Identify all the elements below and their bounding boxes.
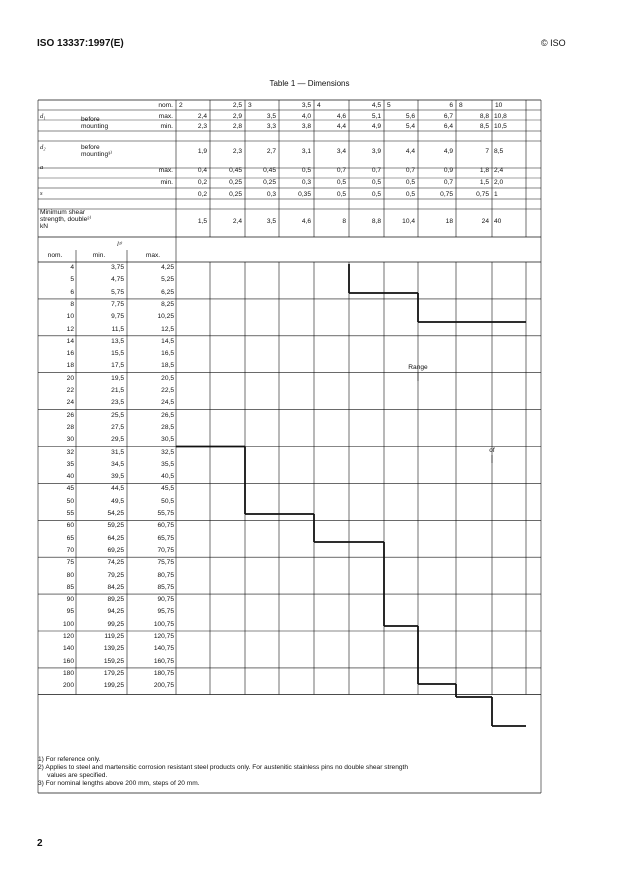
d1-min: 6,4 <box>443 123 453 130</box>
length-nominal: 24 <box>66 399 74 407</box>
length-nominal: 65 <box>66 534 74 542</box>
nom-label: nom. <box>158 102 173 109</box>
d2-value: 2,3 <box>232 148 242 155</box>
length-nominal: 100 <box>62 620 74 628</box>
a-max: 1,8 <box>479 167 489 174</box>
length-nominal: 140 <box>62 645 74 653</box>
a-min: 0,3 <box>301 179 311 186</box>
length-min: 5,75 <box>111 288 124 296</box>
d1-max: 4,0 <box>301 113 311 120</box>
d1-max: 5,1 <box>371 113 381 120</box>
length-max: 60,75 <box>157 522 174 530</box>
a-min: 2,0 <box>494 179 504 186</box>
d2-symbol: d₂ <box>40 144 46 151</box>
length-max: 14,5 <box>161 337 174 345</box>
length-max: 4,25 <box>161 264 174 271</box>
length-max: 30,5 <box>161 436 174 444</box>
nominal-diameter: 4 <box>317 102 321 109</box>
length-max: 26,5 <box>161 411 174 419</box>
length-min: 84,25 <box>107 583 124 591</box>
a-max: 0,7 <box>371 167 381 174</box>
length-min: 13,5 <box>111 337 124 345</box>
length-min: 25,5 <box>111 411 124 419</box>
a-max: 0,45 <box>229 167 242 174</box>
d2-value: 7 <box>485 148 489 155</box>
length-max: 28,5 <box>161 423 174 431</box>
nominal-diameter: 2 <box>179 102 183 109</box>
d1-min: 4,4 <box>336 123 346 130</box>
standard-number: ISO 13337:1997(E) <box>37 38 124 49</box>
length-nominal: 32 <box>66 448 74 456</box>
nominal-diameter: 8 <box>459 102 463 109</box>
shear-value: 8 <box>342 218 346 225</box>
length-min: 139,25 <box>103 645 124 653</box>
length-nominal: 5 <box>70 276 74 284</box>
length-max: 6,25 <box>161 288 174 296</box>
length-max: 10,25 <box>157 313 174 321</box>
length-min: 89,25 <box>107 596 124 604</box>
length-max: 45,5 <box>161 485 174 493</box>
length-min: 44,5 <box>111 485 124 493</box>
length-min: 94,25 <box>107 608 124 616</box>
length-min: 9,75 <box>111 313 124 321</box>
length-min: 27,5 <box>111 423 124 431</box>
a-min: 1,5 <box>479 179 489 186</box>
d1-max: 4,6 <box>336 113 346 120</box>
length-max: 55,75 <box>157 510 174 517</box>
length-min: 49,5 <box>111 497 124 505</box>
length-max: 50,5 <box>161 497 174 505</box>
length-max: 12,5 <box>161 325 174 333</box>
length-nominal: 28 <box>66 423 74 431</box>
length-nominal: 18 <box>66 362 74 370</box>
length-min: 3,75 <box>111 264 124 271</box>
max-label: max. <box>158 113 173 120</box>
d1-max: 10,8 <box>494 113 507 120</box>
length-nominal: 50 <box>66 497 74 505</box>
length-min: 179,25 <box>103 669 124 677</box>
length-min: 11,5 <box>111 325 124 333</box>
a-min: 0,2 <box>197 179 207 186</box>
length-max: 75,75 <box>157 559 174 567</box>
d1-max: 2,4 <box>197 113 207 120</box>
length-max: 90,75 <box>157 596 174 604</box>
d1-max: 8,8 <box>479 113 489 120</box>
length-nominal: 80 <box>66 571 74 579</box>
s-value: 0,25 <box>229 191 242 198</box>
length-nominal: 200 <box>62 682 74 690</box>
length-max: 120,75 <box>153 633 174 640</box>
d1-max: 5,6 <box>405 113 415 120</box>
d1-min: 2,8 <box>232 123 242 130</box>
shear-value: 1,5 <box>197 218 207 225</box>
a-max: 0,9 <box>443 167 453 174</box>
d1-min: 5,4 <box>405 123 415 130</box>
length-max: 140,75 <box>153 645 174 653</box>
length-nominal: 160 <box>62 657 74 665</box>
a-max: 0,7 <box>405 167 415 174</box>
length-nominal: 30 <box>66 436 74 444</box>
length-min: 7,75 <box>111 300 124 308</box>
nominal-diameter: 3,5 <box>301 102 311 109</box>
footnote-3: 3) For nominal lengths above 200 mm, steps of 20 mm. <box>38 780 200 787</box>
a-max: 2,4 <box>494 167 504 174</box>
d1-min: 10,5 <box>494 123 507 130</box>
length-min: 23,5 <box>111 399 124 407</box>
length-max: 180,75 <box>153 669 174 677</box>
length-nominal: 8 <box>70 300 74 308</box>
nominal-diameter: 4,5 <box>371 102 381 109</box>
length-max: 20,5 <box>161 374 174 382</box>
length-nominal: 35 <box>66 460 74 468</box>
nominal-diameter: 3 <box>248 102 252 109</box>
a-max: 0,4 <box>197 167 207 174</box>
a-max: 0,5 <box>301 167 311 174</box>
length-nominal: 120 <box>62 633 74 640</box>
shear-value: 2,4 <box>232 218 242 225</box>
page-number: 2 <box>37 838 43 849</box>
s-value: 0,3 <box>266 191 276 198</box>
a-min: 0,7 <box>443 179 453 186</box>
max-label: max. <box>158 167 173 174</box>
d2-value: 1,9 <box>197 148 207 155</box>
length-max: 80,75 <box>157 571 174 579</box>
length-max-label: max. <box>145 252 161 259</box>
length-nominal: 40 <box>66 473 74 481</box>
length-max: 5,25 <box>161 276 174 284</box>
shear-value: 8,8 <box>371 218 381 225</box>
length-min: 159,25 <box>103 657 124 665</box>
length-min: 31,5 <box>111 448 124 456</box>
length-max: 24,5 <box>161 399 174 407</box>
length-min-label: min. <box>92 252 106 259</box>
d1-label: before mounting <box>81 116 109 130</box>
d1-symbol: d₁ <box>40 113 46 120</box>
length-nominal: 180 <box>62 669 74 677</box>
d2-value: 3,9 <box>371 148 381 155</box>
d2-value: 3,1 <box>301 148 311 155</box>
length-min: 21,5 <box>111 387 124 394</box>
s-symbol: s <box>40 190 43 197</box>
length-nominal: 95 <box>66 608 74 616</box>
s-value: 0,75 <box>440 191 453 198</box>
length-nominal: 20 <box>66 374 74 382</box>
length-max: 40,5 <box>161 473 174 481</box>
length-max: 16,5 <box>161 350 174 358</box>
min-label: min. <box>160 123 173 130</box>
d2-value: 4,4 <box>405 148 415 155</box>
a-symbol: a <box>40 164 44 171</box>
length-min: 59,25 <box>107 522 124 530</box>
length-min: 64,25 <box>107 534 124 542</box>
d2-value: 2,7 <box>266 148 276 155</box>
length-nominal: 4 <box>70 264 74 271</box>
length-max: 35,5 <box>161 460 174 468</box>
length-nominal: 75 <box>66 559 74 567</box>
length-min: 39,5 <box>111 473 124 481</box>
length-nominal: 14 <box>66 337 74 345</box>
s-value: 0,75 <box>476 191 489 198</box>
a-min: 0,5 <box>336 179 346 186</box>
d1-min: 8,5 <box>479 123 489 130</box>
d2-value: 4,9 <box>443 148 453 155</box>
shear-value: 10,4 <box>402 218 415 225</box>
length-nominal: 22 <box>66 387 74 394</box>
a-min: 0,25 <box>229 179 242 186</box>
length-max: 160,75 <box>153 657 174 665</box>
d2-value: 3,4 <box>336 148 346 155</box>
d1-min: 3,3 <box>266 123 276 130</box>
a-min: 0,5 <box>371 179 381 186</box>
shear-value: 24 <box>481 218 489 225</box>
a-min: 0,5 <box>405 179 415 186</box>
length-max: 18,5 <box>161 362 174 370</box>
nominal-diameter: 6 <box>449 102 453 109</box>
length-min: 15,5 <box>111 350 124 358</box>
d1-min: 4,9 <box>371 123 381 130</box>
footnote-1: 1) For reference only. <box>38 756 101 763</box>
s-value: 0,2 <box>197 191 207 198</box>
length-nominal: 70 <box>66 546 74 554</box>
nominal-diameter: 5 <box>387 102 391 109</box>
length-min: 74,25 <box>107 559 124 567</box>
length-min: 17,5 <box>111 362 124 370</box>
s-value: 0,5 <box>405 191 415 198</box>
length-min: 99,25 <box>107 620 124 628</box>
d1-min: 2,3 <box>197 123 207 130</box>
footnote-2: 2) Applies to steel and martensitic corrosion resistant steel products only. For austenitic stainless pins no double shear strength <box>38 764 409 771</box>
min-label: min. <box>160 179 173 186</box>
length-min: 79,25 <box>107 571 124 579</box>
s-value: 0,5 <box>371 191 381 198</box>
nominal-diameter: 10 <box>495 102 503 109</box>
length-nominal: 45 <box>66 485 74 493</box>
length-nominal: 90 <box>66 596 74 604</box>
length-min: 119,25 <box>104 633 124 640</box>
length-nominal: 10 <box>66 313 74 321</box>
d1-max: 3,5 <box>266 113 276 120</box>
length-min: 34,5 <box>111 460 124 468</box>
length-nominal: 60 <box>66 522 74 530</box>
shear-value: 4,6 <box>301 218 311 225</box>
length-nominal: 6 <box>70 288 74 296</box>
length-max: 200,75 <box>153 682 174 690</box>
length-min: 4,75 <box>111 276 124 284</box>
length-max: 22,5 <box>161 387 174 394</box>
length-nominal: 26 <box>66 411 74 419</box>
range-label: of <box>489 447 495 454</box>
length-max: 95,75 <box>157 608 174 616</box>
length-min: 29,5 <box>111 436 124 444</box>
a-max: 0,7 <box>336 167 346 174</box>
length-symbol: l¹⁾ <box>117 241 123 248</box>
length-min: 199,25 <box>103 682 124 690</box>
length-max: 100,75 <box>153 620 174 628</box>
d1-max: 6,7 <box>443 113 453 120</box>
length-max: 65,75 <box>157 534 174 542</box>
table-title: Table 1 — Dimensions <box>269 79 350 88</box>
length-min: 54,25 <box>107 510 124 517</box>
d2-label: before mounting³⁾ <box>81 144 112 158</box>
d1-max: 2,9 <box>232 113 242 120</box>
s-value: 0,5 <box>336 191 346 198</box>
range-label: Range <box>408 364 428 371</box>
length-max: 8,25 <box>161 300 174 308</box>
copyright: © ISO <box>541 38 566 48</box>
d2-value: 8,5 <box>494 148 504 155</box>
length-max: 85,75 <box>157 583 174 591</box>
a-min: 0,25 <box>263 179 276 186</box>
nominal-diameter: 2,5 <box>232 102 242 109</box>
length-nominal: 85 <box>66 583 74 591</box>
length-nom-label: nom. <box>47 252 63 259</box>
shear-label: Minimum shear strength, double²⁾ kN <box>40 209 92 230</box>
footnote-2-cont: values are specified. <box>38 772 108 779</box>
length-max: 70,75 <box>157 546 174 554</box>
shear-value: 3,5 <box>266 218 276 225</box>
length-min: 19,5 <box>111 374 124 382</box>
length-min: 69,25 <box>107 546 124 554</box>
length-max: 32,5 <box>161 448 174 456</box>
d1-min: 3,8 <box>301 123 311 130</box>
a-max: 0,45 <box>263 167 276 174</box>
s-value: 1 <box>494 191 498 198</box>
length-nominal: 55 <box>66 510 74 517</box>
s-value: 0,35 <box>298 191 311 198</box>
length-nominal: 12 <box>66 325 74 333</box>
shear-value: 40 <box>494 218 502 225</box>
shear-value: 18 <box>445 218 453 225</box>
length-nominal: 16 <box>66 350 74 358</box>
